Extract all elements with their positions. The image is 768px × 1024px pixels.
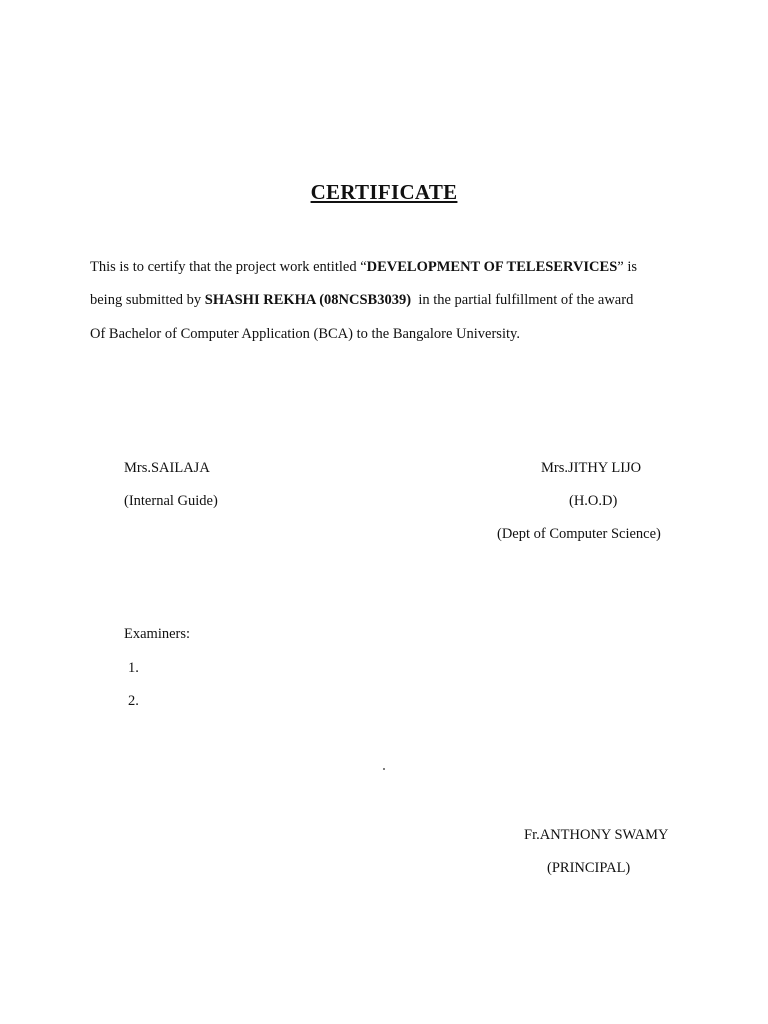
hod-role: (H.O.D) (569, 493, 618, 509)
line2-suffix: in the partial fulfillment of the award (411, 292, 634, 308)
certificate-text-line-3: Of Bachelor of Computer Application (BCA) to the Bangalore University. (90, 326, 520, 342)
project-title: DEVELOPMENT OF TELESERVICES (366, 259, 618, 275)
examiners-label: Examiners: (124, 626, 191, 642)
internal-guide-name: Mrs.SAILAJA (124, 460, 210, 476)
line1-suffix: ” is (617, 259, 637, 275)
examiner-item-1: 1. (128, 660, 139, 676)
hod-name: Mrs.JITHY LIJO (541, 460, 642, 476)
internal-guide-role: (Internal Guide) (124, 493, 218, 509)
line2-prefix: being submitted by (90, 292, 205, 308)
certificate-text-line-1 (90, 258, 690, 276)
certificate-title: CERTIFICATE (310, 180, 458, 204)
student-name: SHASHI REKHA (08NCSB3039) (204, 292, 412, 308)
stray-dot (383, 768, 385, 770)
certificate-text-line-2 (90, 291, 690, 309)
examiner-item-2: 2. (128, 693, 139, 709)
hod-department: (Dept of Computer Science) (497, 526, 661, 542)
principal-name: Fr.ANTHONY SWAMY (524, 827, 669, 843)
line1-prefix: This is to certify that the project work entitled “ (90, 259, 367, 275)
principal-role: (PRINCIPAL) (547, 860, 631, 876)
